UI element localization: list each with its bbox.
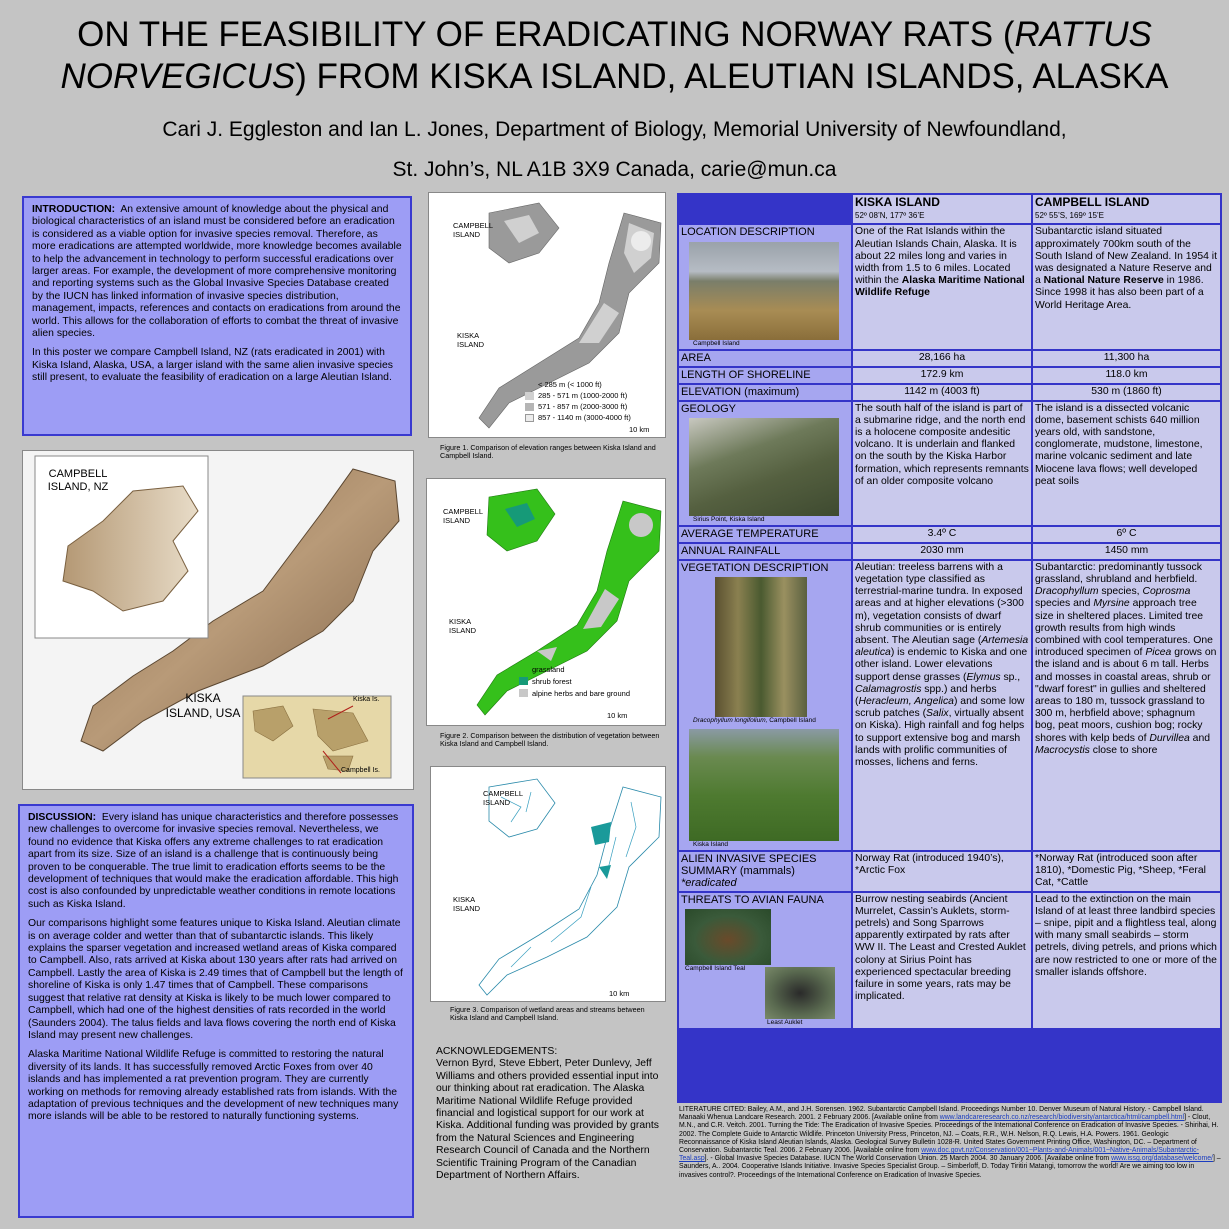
- fig1-legend-item: 571 - 857 m (2000-3000 ft): [525, 401, 631, 412]
- location-kiska-cell: [853, 225, 1031, 348]
- fig3-scale-bar: 10 km: [609, 989, 630, 998]
- location-campbell-cell: [1033, 225, 1220, 348]
- alien-label: ALIEN INVASIVE SPECIES SUMMARY (mammals): [681, 853, 817, 878]
- threats-label: THREATS TO AVIAN FAUNA: [681, 893, 824, 906]
- table-row: [679, 893, 1220, 1028]
- temperature-kiska: 3.4º C: [853, 527, 1031, 542]
- area-kiska: 28,166 ha: [853, 351, 1031, 366]
- figure-3-caption: Figure 3. Comparison of wetland areas and streams between Kiska Island and Campbell Island.: [450, 1005, 645, 1022]
- table-row: [679, 527, 1220, 542]
- figure-2-map: [426, 478, 666, 726]
- fig1-legend-item: 857 - 1140 m (3000-4000 ft): [525, 412, 631, 423]
- alien-kiska: Norway Rat (introduced 1940’s), *Arctic Fox: [853, 852, 1031, 891]
- location-label: LOCATION DESCRIPTION: [681, 226, 815, 239]
- geology-kiska: The south half of the island is part of a submarine ridge, and the north end is a holocene composite andesitic volcano. It is underlain and flanked on the south by the Kiska Harbor formation, which represents remnants of an older composite volcano: [853, 402, 1031, 525]
- title-italic-1: RATTUS: [1014, 15, 1152, 54]
- location-campbell-bold: National Nature Reserve: [1043, 275, 1164, 287]
- introduction-box: [22, 196, 412, 436]
- fig2-legend-item: alpine herbs and bare ground: [519, 687, 630, 699]
- fig1-campbell-label: CAMPBELL ISLAND: [453, 221, 493, 239]
- discussion-paragraph-1: Every island has unique characteristics and therefore possesses new challenges to overcome for invasive species removal. Nevertheless, we found no evidence that Kiska offers any extreme challenges to rat eradication apart from its size. Size of an island is a challenge that is continuously being proven to be conquerable. The true limit to eradication efforts seems to be the development of techniques that would make the eradication affordable. This high cost is also confounded by unpredictable weather conditions in remote locations such as Kiska Island.: [28, 812, 399, 910]
- elevation-campbell: 530 m (1860 ft): [1033, 385, 1220, 400]
- fig2-kiska-label: KISKA ISLAND: [449, 617, 477, 635]
- least-auklet-photo: [765, 967, 835, 1019]
- title-text-2: ) FROM KISKA ISLAND, ALEUTIAN ISLANDS, ALASKA: [295, 57, 1169, 96]
- main-map-kiska-label: KISKA ISLAND, USA: [165, 691, 241, 720]
- location-label-cell: [679, 225, 851, 348]
- title-text-1: ON THE FEASIBILITY OF ERADICATING NORWAY RATS (: [77, 15, 1015, 54]
- rainfall-label: ANNUAL RAINFALL: [679, 544, 851, 559]
- title-italic-2: NORVEGICUS: [60, 57, 296, 96]
- vegetation-label: VEGETATION DESCRIPTION: [681, 561, 829, 574]
- main-map: [22, 450, 414, 790]
- vegetation-label-cell: [679, 561, 851, 850]
- literature-link-doc[interactable]: www.doc.govt.nz/Conservation/001~Plants-and-Animals/001~Native-Animals/Subantarctic-Teal.asp: [679, 1147, 1199, 1163]
- campbell-header-name: CAMPBELL ISLAND: [1035, 195, 1150, 209]
- elevation-label: ELEVATION (maximum): [679, 385, 851, 400]
- area-campbell: 11,300 ha: [1033, 351, 1220, 366]
- discussion-paragraph-3: Alaska Maritime National Wildlife Refuge is committed to restoring the natural diversity of its lands. It has successfully removed Arctic Foxes from over 40 islands and has implemented a rat prevention program. They are currently working on methods for removing already established rats from islands. With the adaptation of previous techniques and the development of new techniques many more islands will be able to be restored to naturally functioning systems.: [28, 1049, 399, 1123]
- figure-2-caption: Figure 2. Comparison between the distribution of vegetation between Kiska Island and Campbell Island.: [440, 731, 660, 748]
- acknowledgements-heading: ACKNOWLEDGEMENTS:: [436, 1046, 558, 1057]
- literature-link-issg[interactable]: www.issg.org/database/welcome/: [1111, 1155, 1213, 1163]
- table-row: [679, 852, 1220, 891]
- fig1-legend: [525, 379, 631, 423]
- table-row: [679, 351, 1220, 366]
- discussion-box: [18, 804, 414, 1218]
- fig3-campbell-shape: [489, 779, 555, 837]
- dracophyllum-caption: Dracophyllum longifolium, Campbell Island: [693, 717, 816, 725]
- literature-link-landcare[interactable]: www.landcareresearch.co.nz/research/biodiversity/antarctica/html/campbell.html: [939, 1114, 1185, 1122]
- figure-3-map: [430, 766, 666, 1002]
- shoreline-campbell: 118.0 km: [1033, 368, 1220, 383]
- shoreline-kiska: 172.9 km: [853, 368, 1031, 383]
- fig1-legend-item: 285 - 571 m (1000-2000 ft): [525, 390, 631, 401]
- figure-1-map: [428, 192, 666, 438]
- table-header-row: [679, 195, 1220, 223]
- authors-line-1: Cari J. Eggleston and Ian L. Jones, Department of Biology, Memorial University of Newfoundland,: [162, 118, 1067, 141]
- main-map-campbell-label: CAMPBELL ISLAND, NZ: [47, 468, 109, 493]
- inset-kiska-label: Kiska Is.: [353, 696, 380, 703]
- fig2-campbell-label: CAMPBELL ISLAND: [443, 507, 483, 525]
- table-row: [679, 561, 1220, 850]
- campbell-column-header: [1033, 195, 1220, 223]
- kiska-column-header: [853, 195, 1031, 223]
- fig1-kiska-label: KISKA ISLAND: [457, 331, 485, 349]
- location-campbell-text-end: in 1986. Since 1998 it has also been part of a World Heritage Area.: [1035, 275, 1204, 311]
- vegetation-campbell: Subantarctic: predominantly tussock grassland, shrubland and herbfield. Dracophyllum species, Coprosma species and Myrsine approach tree size in sheltered places. Limited tree growth results from high winds combined with cool temperatures. One introduced specimen of Picea grows on the island and is about 6 m tall. Herbs and mosses in coastal areas, shrub or "dwarf forest" in gullies and sheltered areas to 180 m, tussock grassland to 300 m, herbfield above; sphagnum bog, peat moors, cushion bog; rocky shores with kelp beds of Durvillea and Macrocystis close to shore: [1033, 561, 1220, 850]
- main-map-graphic: [23, 451, 414, 790]
- location-campbell-text: Subantarctic island situated approximately 700km south of the South Island of New Zealand. In 1954 it was designated a Nature Reserve and a: [1035, 226, 1217, 287]
- elevation-kiska: 1142 m (4003 ft): [853, 385, 1031, 400]
- campbell-header-coords: 52º 55’S, 169º 15’E: [1035, 211, 1105, 221]
- acknowledgements-section: [436, 1046, 661, 1182]
- campbell-photo-caption: Campbell Island: [693, 339, 740, 347]
- fig1-legend-item: < 285 m (< 1000 ft): [525, 379, 631, 390]
- area-label: AREA: [679, 351, 851, 366]
- location-kiska-text: One of the Rat Islands within the Aleutian Islands Chain, Alaska. It is about 22 miles long and varies in width from 1.5 to 6 miles. Located within the: [855, 226, 1017, 287]
- table-row: [679, 402, 1220, 525]
- table-row: [679, 544, 1220, 559]
- temperature-label: AVERAGE TEMPERATURE: [679, 527, 851, 542]
- sirius-point-photo: [689, 418, 839, 516]
- introduction-paragraph-1: An extensive amount of knowledge about the physical and biological characteristics of an island must be considered before an eradication is considered as a viable option for invasive species removal. Therefore, as more eradications are attempted worldwide, more knowledge becomes available to help the advancement in technology to perform successful eradications over larger areas. For example, the development of more comprehensive monitoring and reporting systems such as the Global Invasive Species Database created by the IUCN has linked information of invasive species distribution, management, impacts, references and contacts on eradications from around the world. This allows for the collaboration of efforts to combat the threat of invasive alien species.: [32, 204, 402, 340]
- literature-heading: LITERATURE CITED:: [679, 1106, 746, 1113]
- temperature-campbell: 6º C: [1033, 527, 1220, 542]
- fig3-kiska-label: KISKA ISLAND: [453, 895, 481, 913]
- discussion-heading: DISCUSSION:: [28, 812, 97, 823]
- kiska-vegetation-caption: Kiska Island: [693, 841, 729, 849]
- kiska-header-name: KISKA ISLAND: [855, 195, 940, 209]
- campbell-island-photo: [689, 242, 839, 340]
- fig2-scale-bar: 10 km: [607, 711, 628, 720]
- table-row: [679, 225, 1220, 348]
- campbell-teal-caption: Campbell Island Teal: [685, 964, 746, 972]
- campbell-teal-photo: [685, 909, 771, 965]
- alien-label-cell: [679, 852, 851, 891]
- location-kiska-bold: Alaska Maritime National Wildlife Refuge: [855, 275, 1025, 299]
- literature-cited: LITERATURE CITED: Bailey, A.M., and J.H. Sorensen. 1962. Subantarctic Campbell Island. Proceedings Number 10. Denver Museum of Natural History. - Campbell Island. Manaaki Whenua Landcare Research. 2001. 2 February 2006. [Available online from www.landcareresearch.co.nz/research/biodiversity/antarctica/html/campbell.html] - Clout, M.N., and C.R. Veitch. 2001. Turning the Tide: The Eradication of Invasive Species. Proceedings of the International Conference on Eradication of Invasive Species. - Shirihai, H. 2002. The Complete Guide to Antarctic Wildlife. Princeton University Press, Princeton, NJ. – Coats, R.R., W.H. Nelson, R.Q. Lewis, H.A. Powers. 1961. Geologic Reconnaissance of Kiska Island Aleutian Islands, Alaska. Geological Survey Bulletin 1028-R. United States Government Printing Office, Washington, DC. – Department of Conservation. Subantarctic Teal. 2006. 2 February 2006. [Available online from www.doc.govt.nz/Conservation/001~Plants-and-Animals/001~Native-Animals/Subantarctic-Teal.asp]. - Global Invasive Species Database. IUCN The World Conservation Union. 25 March 2004. 30 January 2006. [Availabe online from www.issg.org/database/welcome/] – Saunders, A.. 2004. Cooperative Islands Initiative. Invasive Species Specialist Group. – Simberloff, D. Today Tiritiri Matangi, tomorrow the world! Are we aiming too low in invasives control?. Proceedings of the International Conference on Eradication of Invasive Species.: [679, 1106, 1221, 1179]
- threats-label-cell: [679, 893, 851, 1028]
- vegetation-kiska: Aleutian: treeless barrens with a vegetation type classified as terrestrial-marine tundra. In exposed areas and at higher elevations (>300 m), vegetation consists of dwarf shrub communities or is entirely absent. The Aleutian sage (Artemesia aleutica) is endemic to Kiska and one other island. Lower elevations support dense grasses (Elymus sp., Calamagrostis spp.) and herbs (Heracleum, Angelica) and some low scrub patches (Salix, virtually absent on Kiska). High rainfall and fog helps to support extensive bog and marsh lands with prolific communities of mosses, lichens and ferns.: [853, 561, 1031, 850]
- figure-1-caption: Figure 1. Comparison of elevation ranges between Kiska Island and Campbell Island.: [440, 443, 656, 460]
- fig1-scale-bar: 10 km: [629, 425, 650, 434]
- authors-line-2: St. John’s, NL A1B 3X9 Canada, carie@mun.ca: [392, 158, 837, 181]
- rainfall-campbell: 1450 mm: [1033, 544, 1220, 559]
- fig3-campbell-label: CAMPBELL ISLAND: [483, 789, 523, 807]
- geology-campbell: The island is a dissected volcanic dome, basement schists 640 million years old, with sandstone, conglomerate, mudstone, limestone, marine volcanic sediment and late Miocene lava flows; well developed peat soils: [1033, 402, 1220, 525]
- fig2-legend-item: shrub forest: [519, 675, 630, 687]
- discussion-paragraph-2: Our comparisons highlight some features unique to Kiska Island. Aleutian climate is on average colder and wetter than that of subantarctic islands. This likely explains the sparser vegetation and increased wetland areas of Kiska compared to Campbell. Also, rats arrived at Kiska about 130 years after rats had arrived on Campbell. Lastly the area of Kiska is 2.49 times that of Campbell but the length of shoreline of Kiska is only 1.47 times that of Campbell. These comparisons suggest that relative rat density at Kiska is likely to be much lower compared to Campbell, which had one of the highest densities of rats recorded in the world (Saunders 2004). The talus fields and lava flows covering the north end of Kiska Island may present new challenges.: [28, 918, 403, 1041]
- acknowledgements-text: Vernon Byrd, Steve Ebbert, Peter Dunlevy, Jeff Williams and others provided essential input into our thinking about rat eradication. The Alaska Maritime National Wildlife Refuge provided financial and logistical support for our work at Kiska. Additional funding was provided by grants from the Natural Sciences and Engineering Research Council of Canada and the Northern Scientific Training Program of the Canadian Department of Northern Affairs.: [436, 1058, 659, 1182]
- fig2-legend-item: grassland: [519, 663, 630, 675]
- dracophyllum-photo: [715, 577, 807, 717]
- header-spacer: [679, 195, 851, 223]
- kiska-vegetation-photo: [689, 729, 839, 841]
- geology-label-cell: [679, 402, 851, 525]
- threats-kiska: Burrow nesting seabirds (Ancient Murrelet, Cassin’s Auklets, storm-petrels) and Song Sparrows apparently extirpated by rats after WW II. The Least and Crested Auklet colony at Sirius Point has experienced spectacular breeding failure in some years, rats may be implicated.: [853, 893, 1031, 1028]
- shoreline-label: LENGTH OF SHORELINE: [679, 368, 851, 383]
- kiska-header-coords: 52º 08’N, 177º 36’E: [855, 211, 925, 221]
- rainfall-kiska: 2030 mm: [853, 544, 1031, 559]
- table-row: [679, 385, 1220, 400]
- poster-title: [0, 14, 1229, 98]
- alien-campbell: *Norway Rat (introduced soon after 1810), *Domestic Pig, *Sheep, *Feral Cat, *Cattle: [1033, 852, 1220, 891]
- table-row: [679, 368, 1220, 383]
- geology-label: GEOLOGY: [681, 402, 737, 415]
- least-auklet-caption: Least Auklet: [767, 1018, 803, 1026]
- sirius-point-caption: Sirius Point, Kiska Island: [693, 515, 765, 523]
- fig2-legend: [519, 663, 630, 699]
- introduction-heading: INTRODUCTION:: [32, 204, 116, 215]
- comparison-table: [677, 193, 1222, 1103]
- introduction-paragraph-2: In this poster we compare Campbell Island, NZ (rats eradicated in 2001) with Kiska Island, Alaska, USA, a larger island with the same alien invasive species still present, to evaluate the feasibility of eradication on a large Aleutian Island.: [32, 347, 393, 384]
- alien-eradicated-note: *eradicated: [681, 877, 737, 890]
- inset-campbell-label: Campbell Is.: [341, 767, 380, 774]
- figure-3-graphic: [431, 767, 666, 1002]
- threats-campbell: Lead to the extinction on the main Island of at least three landbird species – snipe, pipit and a flightless teal, along with many small seabirds – storm petrels, diving petrels, and prions which are now restricted to one or more of the smaller islands offshore.: [1033, 893, 1220, 1028]
